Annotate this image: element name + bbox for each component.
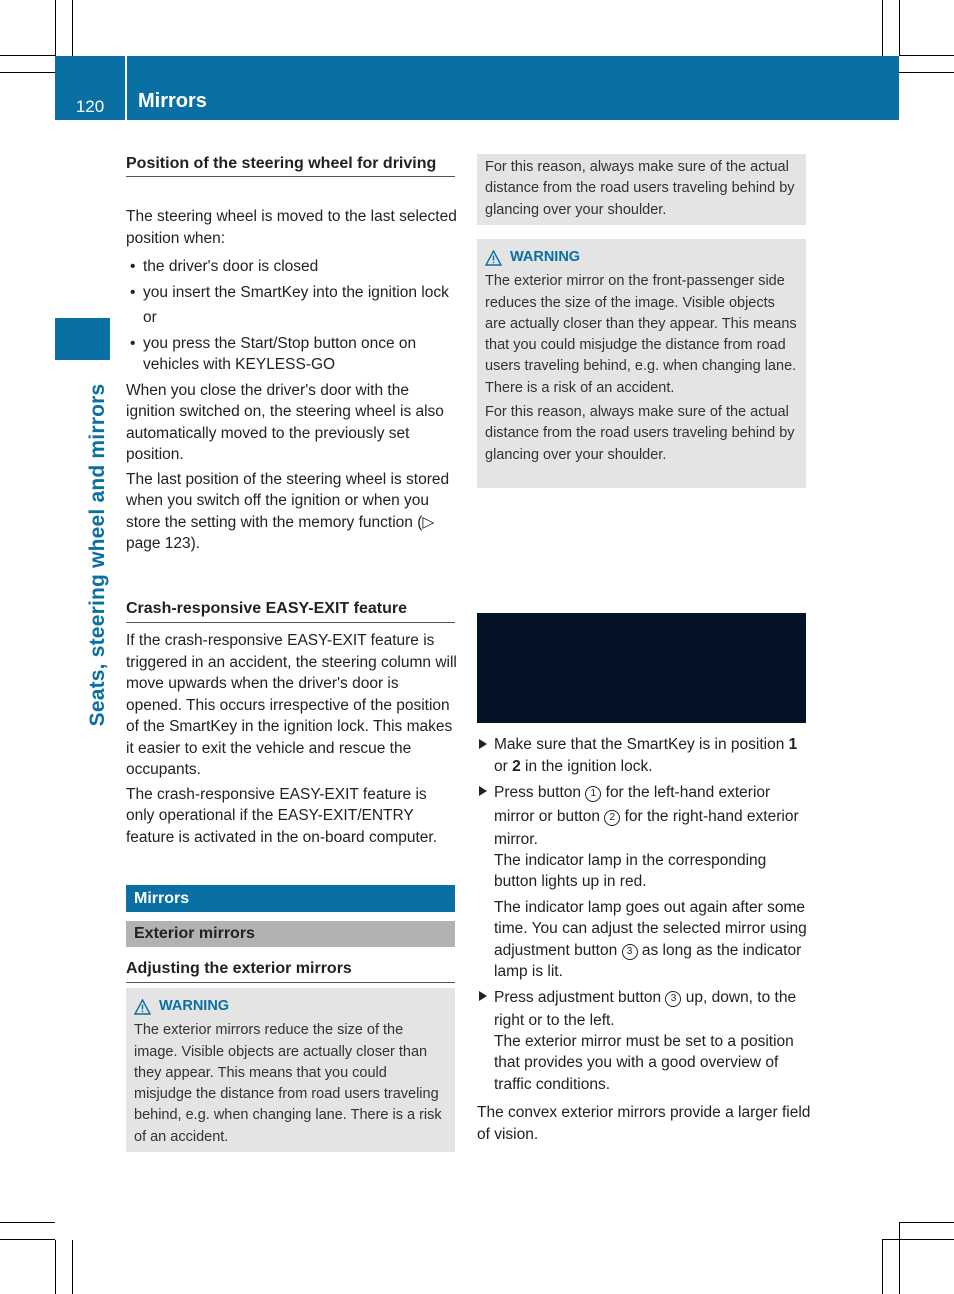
crop-mark bbox=[882, 1239, 954, 1240]
step-text: Make sure that the SmartKey is in position bbox=[494, 736, 789, 753]
list-item: • you press the Start/Stop button once on vehicles with KEYLESS-GO bbox=[126, 333, 457, 376]
heading-easy-exit: Crash-responsive EASY-EXIT feature bbox=[126, 598, 455, 623]
crop-mark bbox=[55, 1240, 56, 1294]
section-bar-mirrors: Mirrors bbox=[126, 885, 455, 912]
warning-text: The exterior mirror on the front-passenger side reduces the size of the image. Visible objects are actually closer than they appear. This means that you could misjudge the distance from road users traveling behind, e.g. when changing lane. There is a risk of an accident. bbox=[485, 273, 797, 396]
warning-label: WARNING bbox=[510, 249, 581, 265]
mirror-controls-image bbox=[477, 613, 806, 723]
warning-triangle-icon bbox=[485, 250, 502, 266]
warning-box-left bbox=[126, 988, 455, 1152]
left-text-block-2 bbox=[126, 630, 457, 848]
step-text-bold: 2 bbox=[512, 757, 521, 775]
step-note bbox=[477, 897, 812, 983]
header-divider bbox=[125, 56, 127, 120]
crop-mark bbox=[0, 1239, 55, 1240]
step-text: Press adjustment button bbox=[494, 988, 666, 1006]
crop-mark bbox=[899, 0, 900, 56]
left-text-block-1 bbox=[126, 206, 457, 555]
crop-mark bbox=[72, 0, 73, 56]
crop-mark bbox=[0, 55, 55, 56]
crop-mark bbox=[0, 72, 55, 73]
bullet-list bbox=[126, 256, 457, 376]
note-text: For this reason, always make sure of the actual distance from the road users traveling behind by glancing over your shoulder. bbox=[485, 159, 795, 218]
step-text: as long as the indicator lamp is lit. bbox=[494, 941, 802, 980]
crop-mark bbox=[899, 1222, 900, 1294]
warning-box-right bbox=[477, 239, 806, 488]
paragraph: The convex exterior mirrors provide a larger field of vision. bbox=[477, 1104, 811, 1143]
page-title: Mirrors bbox=[138, 90, 207, 112]
step-1 bbox=[477, 734, 812, 777]
crop-mark bbox=[55, 0, 56, 56]
crop-mark bbox=[899, 1222, 954, 1223]
button-1-marker: 1 bbox=[585, 786, 601, 802]
note-box-top bbox=[477, 154, 806, 225]
button-3-marker: 3 bbox=[622, 944, 638, 960]
button-3-marker: 3 bbox=[665, 991, 681, 1007]
step-text: up, down, to the right or to the left. bbox=[494, 988, 797, 1029]
warning-text: For this reason, always make sure of the actual distance from the road users traveling behind by glancing over your shoulder. bbox=[485, 404, 795, 463]
list-item-or: or bbox=[143, 309, 157, 326]
chapter-side-tab: Seats, steering wheel and mirrors bbox=[86, 383, 109, 727]
paragraph: If the crash-responsive EASY-EXIT feature is triggered in an accident, the steering column will move upwards when the driver's door is opened. This occurs irrespective of the position of the SmartKey in the ignition lock. This makes it easier to exit the vehicle and rescue the occupants. bbox=[126, 632, 457, 778]
step-text: for the left-hand exterior mirror or button bbox=[494, 784, 771, 825]
list-item: • the driver's door is closed bbox=[126, 256, 457, 278]
warning-text: The exterior mirrors reduce the size of the image. Visible objects are actually closer than they appear. This means that you could misjudge the distance from road users traveling behind, e.g. when changing lane. There is a risk of an accident. bbox=[134, 1022, 442, 1145]
paragraph: The last position of the steering wheel is stored when you switch off the ignition or when you store the setting with the memory function (▷ page 123). bbox=[126, 470, 450, 552]
crop-mark bbox=[899, 55, 954, 56]
page-number: 120 bbox=[75, 97, 105, 116]
warning-header bbox=[485, 247, 798, 268]
step-text: Press button bbox=[494, 784, 586, 801]
paragraph: The steering wheel is moved to the last selected position when: bbox=[126, 208, 457, 247]
step-text: or bbox=[494, 757, 513, 775]
heading-steering-position: Position of the steering wheel for driving bbox=[126, 153, 455, 177]
step-2 bbox=[477, 781, 812, 852]
step-text: in the ignition lock. bbox=[520, 757, 653, 775]
warning-label: WARNING bbox=[159, 998, 230, 1014]
side-tab-marker bbox=[55, 318, 110, 360]
crop-mark bbox=[882, 0, 883, 56]
list-item: • you insert the SmartKey into the ignition lock bbox=[126, 282, 457, 304]
subsection-bar-exterior-mirrors: Exterior mirrors bbox=[126, 921, 455, 947]
step-text: for the right-hand exterior mirror. bbox=[494, 807, 799, 848]
paragraph: When you close the driver's door with the ignition switched on, the steering wheel is also automatically moved to the previously set position. bbox=[126, 381, 444, 463]
crop-mark bbox=[899, 72, 954, 73]
paragraph: The crash-responsive EASY-EXIT feature is only operational if the EASY-EXIT/ENTRY feature is activated in the on-board computer. bbox=[126, 785, 438, 846]
step-result: The indicator lamp in the corresponding button lights up in red. bbox=[494, 851, 767, 890]
instruction-steps bbox=[477, 734, 812, 1145]
step-text-bold: 1 bbox=[788, 736, 798, 753]
warning-header bbox=[134, 996, 447, 1017]
heading-adjusting-mirrors: Adjusting the exterior mirrors bbox=[126, 958, 455, 983]
crop-mark bbox=[882, 1240, 883, 1294]
step-3 bbox=[477, 986, 812, 1033]
warning-triangle-icon bbox=[134, 999, 151, 1015]
step-text: The indicator lamp goes out again after some time. You can adjust the selected mirror using adjustment button bbox=[494, 898, 807, 959]
crop-mark bbox=[72, 1240, 73, 1294]
button-2-marker: 2 bbox=[604, 810, 620, 826]
step-result: The exterior mirror must be set to a position that provides you with a good overview of traffic conditions. bbox=[494, 1032, 794, 1093]
crop-mark bbox=[0, 1222, 55, 1223]
